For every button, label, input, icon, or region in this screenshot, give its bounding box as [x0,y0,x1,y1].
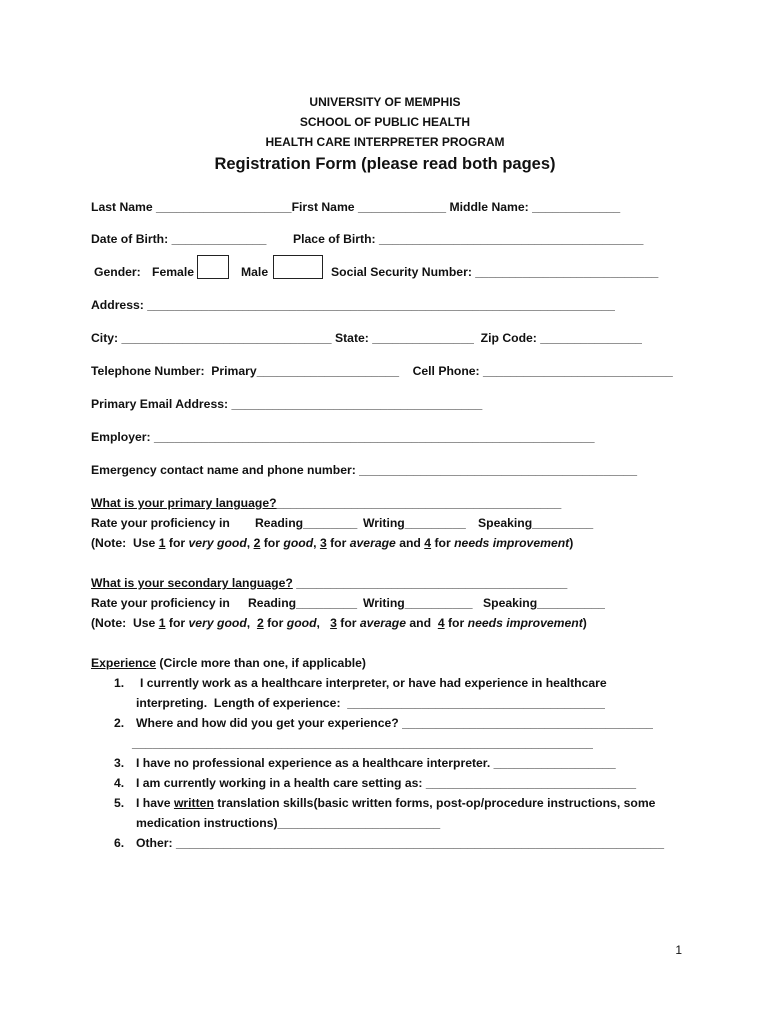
primary-language-label: What is your primary language? [91,496,277,510]
secondary-rate-label: Rate your proficiency in [91,596,230,610]
dob-field[interactable]: Date of Birth: ______________ [91,232,267,246]
form-title: Registration Form (please read both pages) [214,155,556,173]
emergency-contact-field[interactable]: Emergency contact name and phone number: _________________________________________ [91,463,638,477]
secondary-reading-field[interactable]: Reading_________ [248,596,358,610]
phone-line[interactable]: Telephone Number: Primary_____________________ Cell Phone: ____________________________ [91,364,673,378]
experience-item-5[interactable]: I have written translation skills(basic written forms, post-op/procedure instructions, some [136,796,656,810]
primary-reading-field[interactable]: Reading________ [255,516,358,530]
experience-item-3[interactable]: I have no professional experience as a healthcare interpreter. __________________ [136,756,616,770]
male-label: Male [241,265,269,279]
school-name: SCHOOL OF PUBLIC HEALTH [299,115,471,129]
email-field[interactable]: Primary Email Address: _____________________________________ [91,397,483,411]
secondary-writing-field[interactable]: Writing__________ [363,596,473,610]
secondary-speaking-field[interactable]: Speaking__________ [483,596,605,610]
gender-label: Gender: [94,265,141,279]
experience-item-4-number: 4. [114,776,125,790]
experience-item-6-other[interactable]: Other: ________________________________________________________________________ [136,836,664,850]
primary-speaking-field[interactable]: Speaking_________ [478,516,594,530]
address-field[interactable]: Address: _____________________________________________________________________ [91,298,615,312]
city-state-zip-line[interactable]: City: _______________________________ State: _______________ Zip Code: _______________ [91,331,642,345]
primary-writing-field[interactable]: Writing_________ [363,516,466,530]
primary-rate-label: Rate your proficiency in [91,516,230,530]
experience-item-5-number: 5. [114,796,125,810]
university-name: UNIVERSITY OF MEMPHIS [309,95,461,109]
secondary-language-blank[interactable]: ________________________________________ [292,576,568,590]
program-name: HEALTH CARE INTERPRETER PROGRAM [265,135,505,149]
female-label: Female [152,265,195,279]
experience-item-6-number: 6. [114,836,125,850]
secondary-language-label: What is your secondary language? [91,576,293,590]
experience-item-3-number: 3. [114,756,125,770]
experience-item-5-continuation[interactable]: medication instructions)________________________ [136,816,441,830]
experience-item-2[interactable]: Where and how did you get your experience? _____________________________________ [136,716,653,730]
experience-item-4[interactable]: I am currently working in a health care setting as: _______________________________ [136,776,636,790]
female-checkbox[interactable] [197,255,229,279]
experience-length-field[interactable]: interpreting. Length of experience: ______________________________________ [136,696,605,710]
page-number: 1 [675,943,682,957]
experience-item-2-number: 2. [114,716,125,730]
primary-language-blank[interactable]: __________________________________________ [276,496,562,510]
birthplace-field[interactable]: Place of Birth: _______________________________________ [293,232,644,246]
primary-rating-note: (Note: Use 1 for very good, 2 for good, 3 for average and 4 for needs improvement) [91,536,574,550]
secondary-language-question[interactable] [91,576,567,590]
primary-language-question[interactable] [91,496,561,510]
male-checkbox[interactable] [273,255,323,279]
ssn-field[interactable]: Social Security Number: ___________________________ [331,265,659,279]
experience-item-1-number: 1. [114,676,125,690]
experience-item-1[interactable]: I currently work as a healthcare interpreter, or have had experience in healthcare [140,676,607,690]
experience-heading: Experience (Circle more than one, if applicable) [91,656,366,670]
name-field-line[interactable]: Last Name ____________________First Name _____________ Middle Name: _____________ [91,200,621,214]
employer-field[interactable]: Employer: _________________________________________________________________ [91,430,595,444]
experience-item-2-continuation[interactable]: ____________________________________________________________________ [132,736,593,750]
secondary-rating-note: (Note: Use 1 for very good, 2 for good, 3 for average and 4 for needs improvement) [91,616,587,630]
